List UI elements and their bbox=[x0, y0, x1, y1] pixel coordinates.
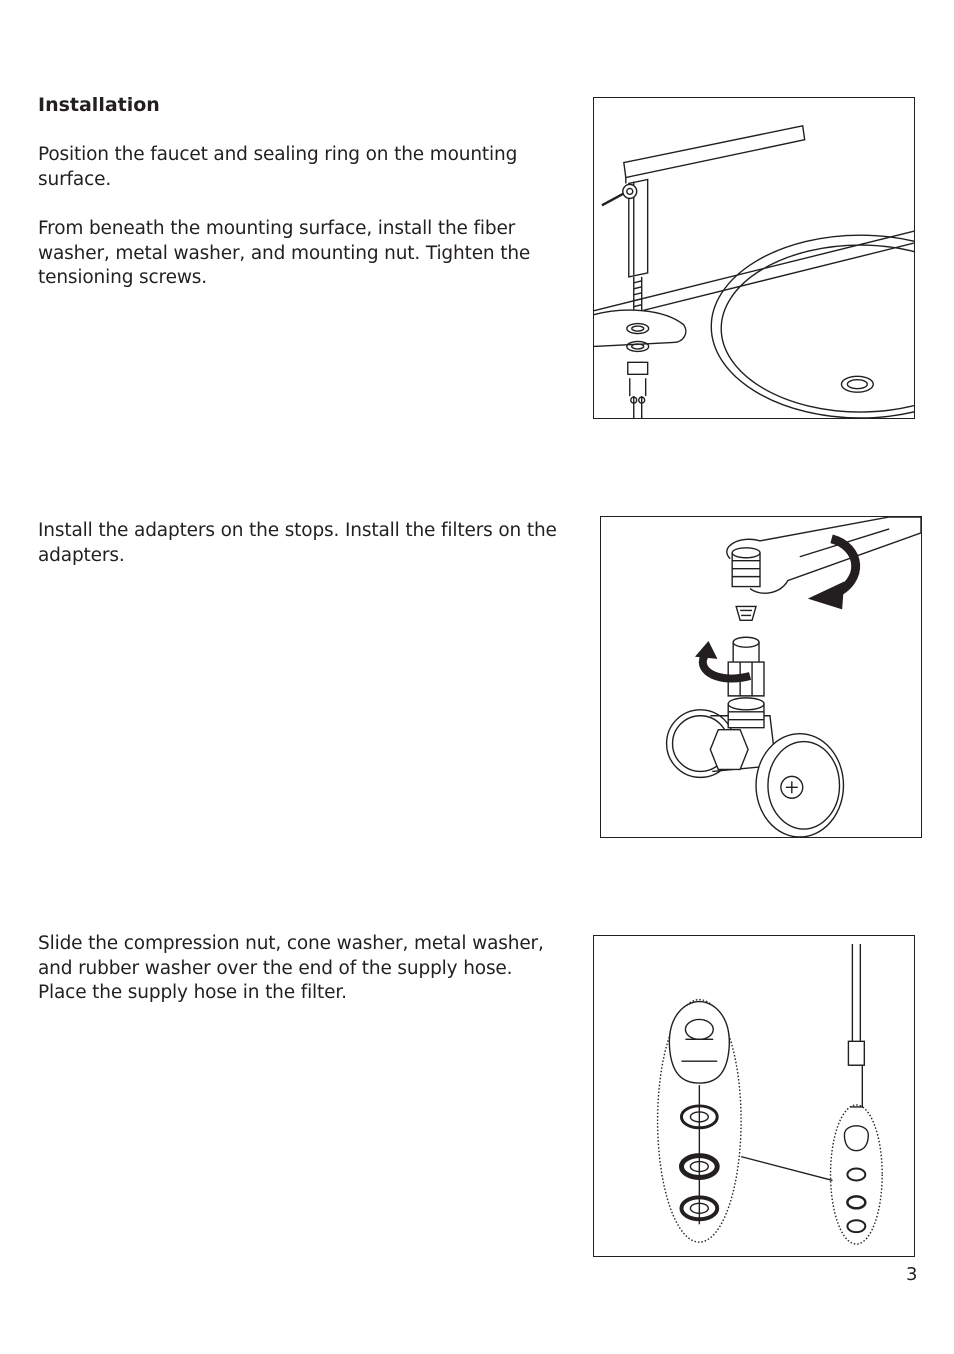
supply-hose-washers-icon bbox=[594, 936, 914, 1256]
figure-supply-hose bbox=[593, 935, 915, 1257]
step-text-install-adapters: Install the adapters on the stops. Install the filters on the adapters. bbox=[38, 520, 557, 566]
step-text-position-faucet: Position the faucet and sealing ring on the mounting surface. bbox=[38, 144, 518, 190]
figure-adapter-filter bbox=[600, 516, 922, 838]
page-number: 3 bbox=[906, 1264, 918, 1285]
figure-faucet-mounting bbox=[593, 97, 915, 419]
step-text-install-washers: From beneath the mounting surface, install the fiber washer, metal washer, and mounting nut. Tighten the tensioning screws. bbox=[38, 218, 531, 288]
section-heading: Installation bbox=[38, 94, 160, 116]
faucet-mounting-icon bbox=[594, 98, 914, 418]
step-text-supply-hose: Slide the compression nut, cone washer, metal washer, and rubber washer over the end of the supply hose. Place the supply hose in the filter. bbox=[38, 933, 544, 1003]
adapter-filter-wrench-icon bbox=[601, 517, 921, 837]
